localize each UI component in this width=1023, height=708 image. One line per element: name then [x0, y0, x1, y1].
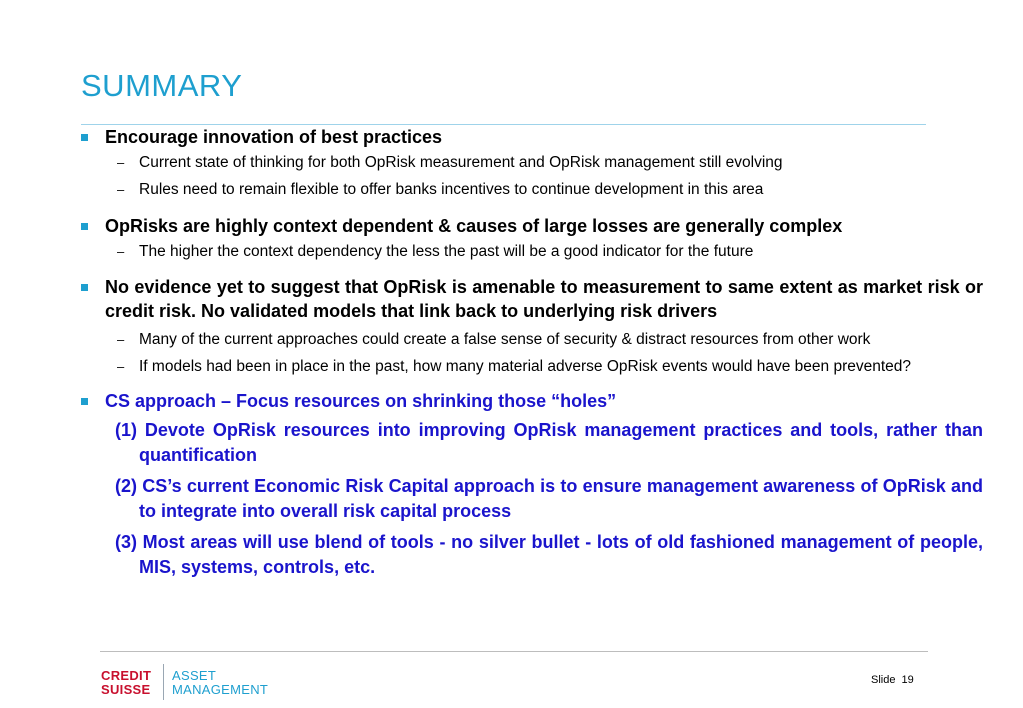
sub-bullet-text: Current state of thinking for both OpRisk measurement and OpRisk management still evolving	[139, 154, 783, 171]
square-bullet-icon	[81, 398, 88, 405]
numbered-item: (1) Devote OpRisk resources into improving OpRisk management practices and tools, rather than quantification	[115, 420, 983, 465]
bullet-text: OpRisks are highly context dependent & causes of large losses are generally complex	[105, 216, 843, 236]
bullet-item	[81, 125, 983, 149]
logo-text-credit: CREDIT	[101, 668, 152, 683]
sub-bullet-item	[81, 329, 983, 350]
slide-label: Slide	[871, 674, 896, 686]
logo-divider	[163, 664, 164, 700]
numbered-item: (2) CS’s current Economic Risk Capital approach is to ensure management awareness of OpRisk and to integrate into overall risk capital process	[115, 476, 983, 521]
sub-bullet-text: If models had been in place in the past, how many material adverse OpRisk events would have been prevented?	[139, 358, 912, 375]
square-bullet-icon	[81, 134, 88, 141]
sub-bullet-text: Rules need to remain flexible to offer banks incentives to continue development in this area	[139, 181, 764, 198]
slide-content	[81, 125, 983, 580]
bullet-item	[81, 389, 983, 413]
sub-bullet-item	[81, 356, 983, 377]
dash-icon: –	[117, 182, 125, 197]
sub-bullet-text: The higher the context dependency the less the past will be a good indicator for the future	[139, 243, 754, 260]
bullet-text: No evidence yet to suggest that OpRisk is amenable to measurement to same extent as market risk or credit risk. No validated models that link back to underlying risk drivers	[105, 277, 983, 321]
slide-number-value: 19	[901, 674, 914, 686]
numbered-item: (3) Most areas will use blend of tools - no silver bullet - lots of old fashioned management of people, MIS, systems, controls, etc.	[115, 532, 983, 577]
dash-icon: –	[117, 244, 125, 259]
bullet-text: Encourage innovation of best practices	[105, 127, 443, 147]
sub-bullet-text: Many of the current approaches could create a false sense of security & distract resources from other work	[139, 331, 871, 348]
sub-bullet-item	[81, 179, 983, 200]
square-bullet-icon	[81, 284, 88, 291]
logo-text-management: MANAGEMENT	[172, 682, 269, 697]
dash-icon: –	[117, 332, 125, 347]
slide-title: SUMMARY	[81, 68, 243, 103]
logo-text-suisse: SUISSE	[101, 682, 151, 697]
sub-bullet-item	[81, 241, 983, 262]
bullet-item	[81, 275, 983, 323]
dash-icon: –	[117, 155, 125, 170]
footer-divider	[100, 651, 928, 652]
bullet-text: CS approach – Focus resources on shrinking those “holes”	[105, 391, 617, 411]
sub-bullet-item	[81, 152, 983, 173]
square-bullet-icon	[81, 223, 88, 230]
logo-text-asset: ASSET	[172, 668, 217, 683]
slide-number	[871, 674, 920, 686]
dash-icon: –	[117, 359, 125, 374]
bullet-item	[81, 214, 983, 238]
